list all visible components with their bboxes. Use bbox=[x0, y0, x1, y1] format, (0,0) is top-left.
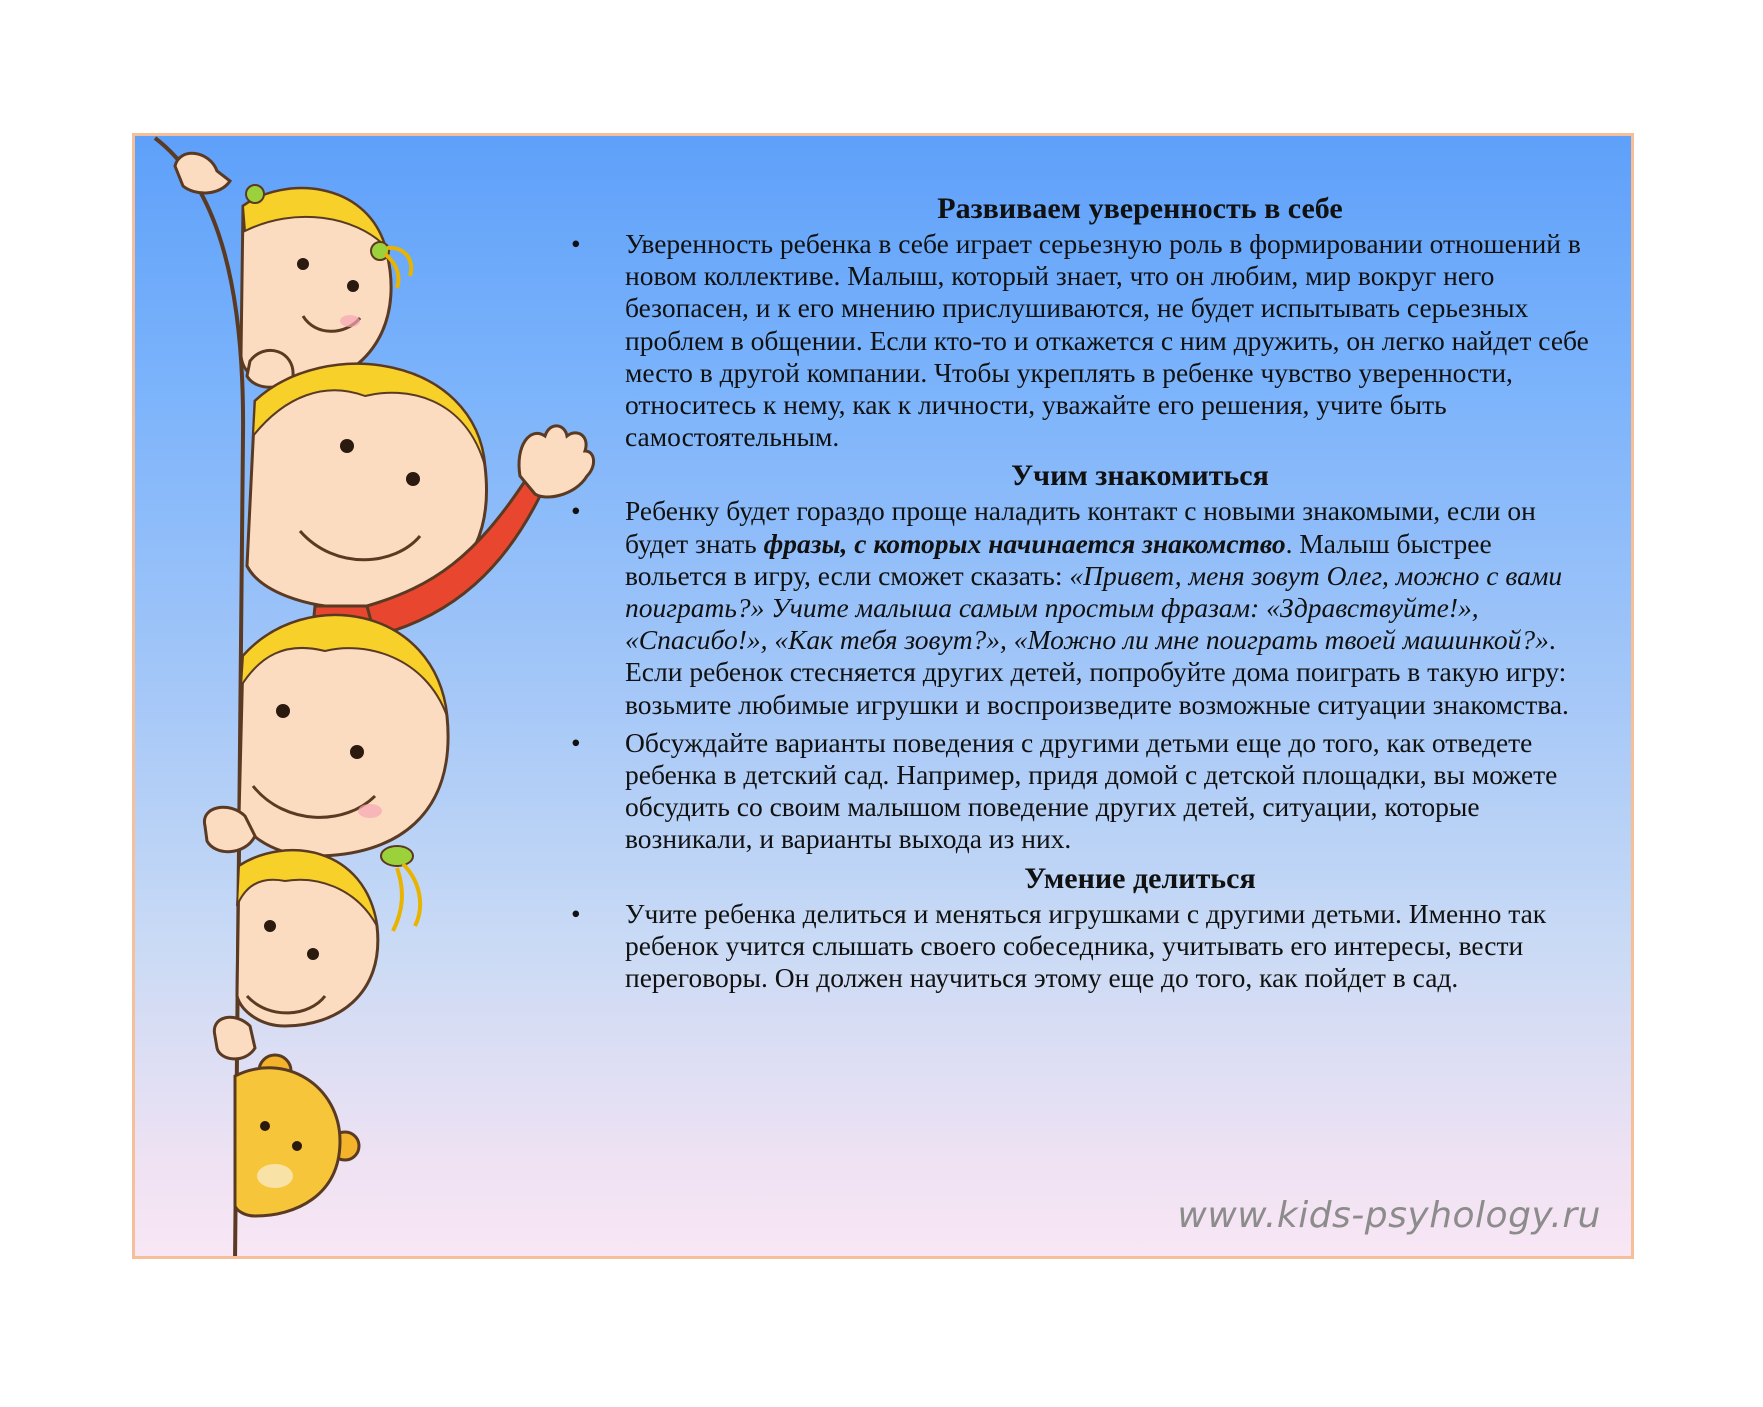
emphasis-text: фразы, с которых начинается знакомство bbox=[763, 527, 1286, 559]
list-item bbox=[563, 495, 1597, 720]
bullet-icon: • bbox=[571, 495, 581, 527]
child-1-illustration bbox=[175, 153, 411, 387]
bullet-icon: • bbox=[571, 228, 581, 259]
paragraph-text: . Малыш быстрее вольется в игру, если сможет сказать: bbox=[625, 527, 1492, 591]
heading-confidence: Развиваем уверенность в себе bbox=[937, 192, 1343, 225]
article-content bbox=[563, 192, 1597, 1000]
paragraph-text: Ребенку будет гораздо проще наладить контакт с новыми знакомыми, если он будет знать bbox=[625, 495, 1536, 559]
paragraph-text: Обсуждайте варианты поведения с другими детьми еще до того, как отведете ребенка в детский сад. Например, придя домой с детской площадки, вы можете обсудить со своим малышом поведение других детей, ситуации, которые возникали, и варианты выхода из них. bbox=[625, 726, 1558, 855]
list-item bbox=[563, 898, 1597, 995]
list-item bbox=[563, 228, 1597, 453]
quoted-phrases: «Привет, меня зовут Олег, можно с вами поиграть?» Учите малыша самым простым фразам: «Здравствуйте!», «Спасибо!», «Как тебя зовут?», «Можно ли мне поиграть твоей машинкой?» bbox=[625, 559, 1563, 656]
paragraph-text: Уверенность ребенка в себе играет серьезную роль в формировании отношений в новом коллективе. Малыш, который знает, что он любим, мир вокруг него безопасен, и к его мнению прислушиваются, не будет испытывать серьезных проблем в общении. Если кто-то и откажется с ним дружить, он легко найдет себе место в другой компании. Чтобы укреплять в ребенке чувство уверенности, относитесь к нему, как к личности, уважайте его решения, учите быть самостоятельным. bbox=[625, 228, 1589, 453]
paragraph-text: Учите ребенка делиться и меняться игрушками с другими детьми. Именно так ребенок учится слышать своего собеседника, учитывать его интересы, вести переговоры. Он должен научиться этому еще до того, как пойдет в сад. bbox=[625, 897, 1547, 994]
bear-illustration bbox=[235, 1055, 359, 1216]
wall-edge bbox=[155, 138, 243, 1259]
bullet-icon: • bbox=[571, 726, 581, 758]
bullet-icon: • bbox=[571, 897, 581, 929]
list-item bbox=[563, 727, 1597, 856]
heading-sharing: Умение делиться bbox=[1024, 861, 1256, 895]
paragraph-text: . Если ребенок стесняется других детей, попробуйте дома поиграть в такую игру: возьмите любимые игрушки и воспроизведите возможные ситуации знакомства. bbox=[625, 624, 1569, 720]
list-confidence bbox=[563, 228, 1597, 453]
site-watermark: www.kids-psyhology.ru bbox=[1177, 1195, 1601, 1236]
list-sharing bbox=[563, 898, 1597, 995]
list-acquaintance bbox=[563, 495, 1597, 855]
child-4-illustration bbox=[214, 850, 377, 1058]
heading-acquaintance: Учим знакомиться bbox=[1011, 459, 1269, 493]
poster-frame bbox=[132, 133, 1634, 1259]
child-2-illustration bbox=[247, 364, 594, 656]
